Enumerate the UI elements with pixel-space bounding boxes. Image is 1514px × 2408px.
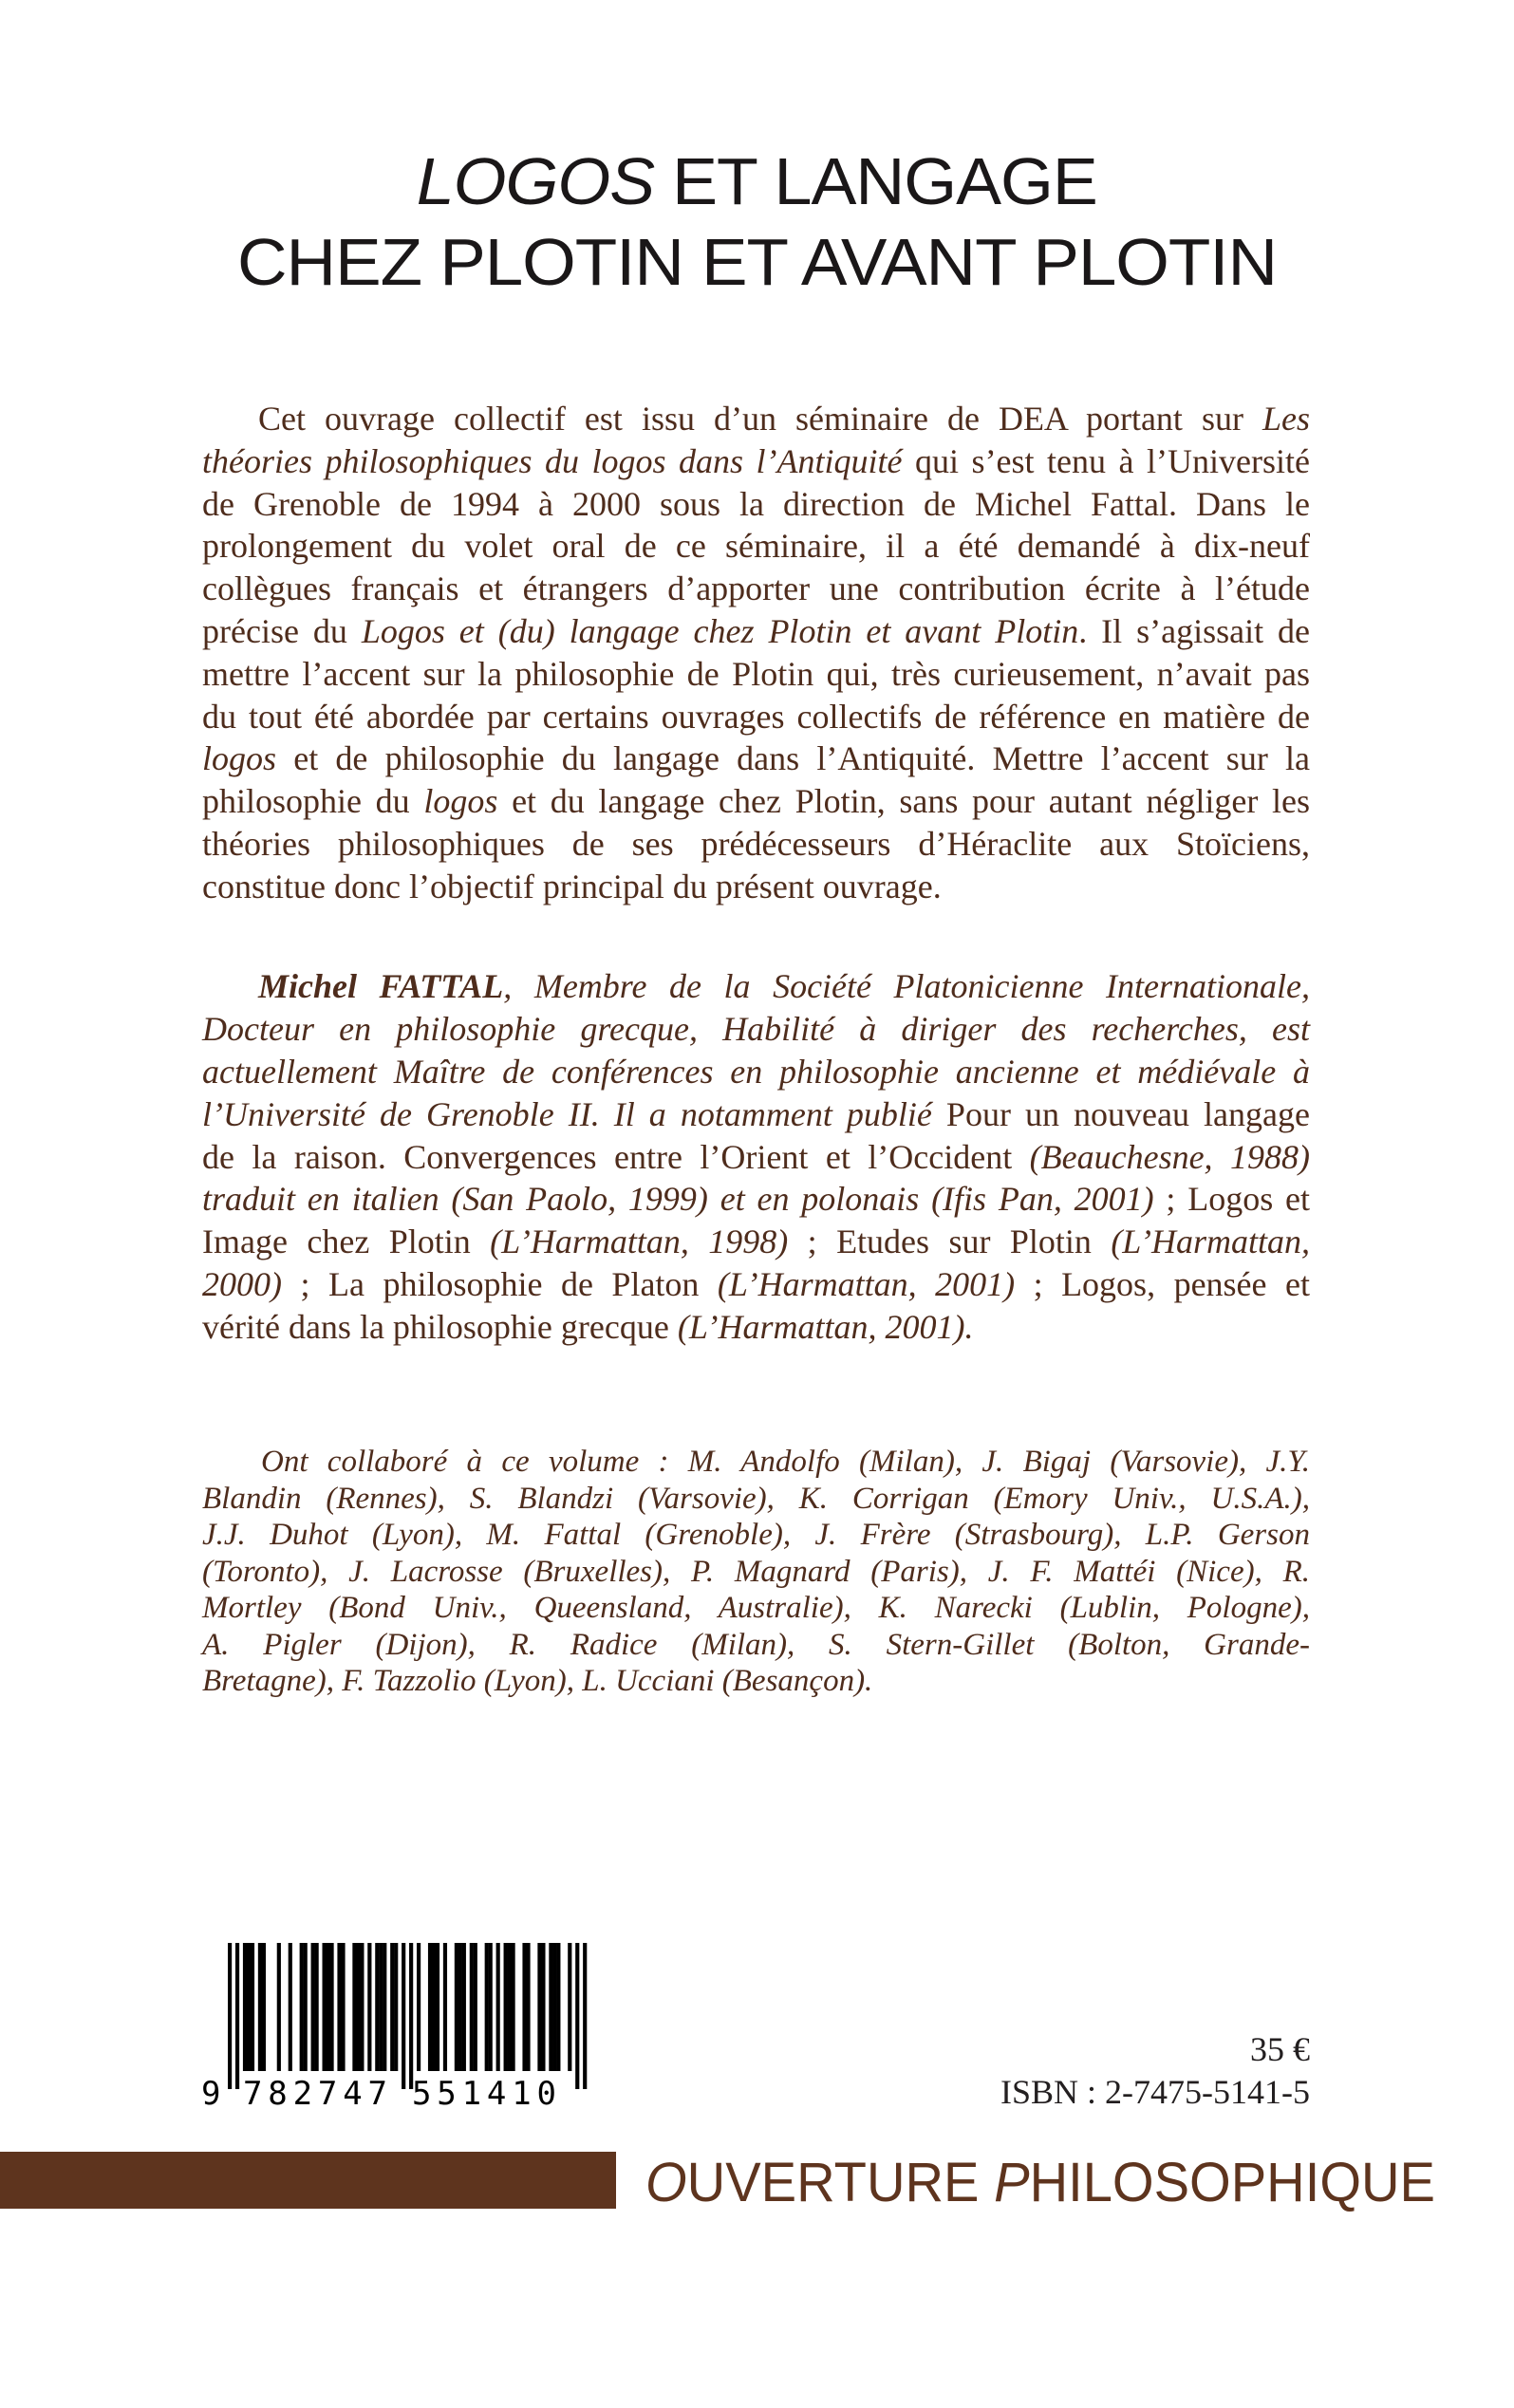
title-line-2 — [0, 225, 1514, 299]
barcode-bar — [375, 1943, 379, 2071]
barcode-bar — [512, 1943, 515, 2071]
barcode-bar — [455, 1943, 458, 2071]
text-line-content — [202, 1178, 1310, 1221]
text-line — [202, 1051, 1310, 1093]
barcode-bar — [329, 1943, 333, 2071]
text-line — [202, 1008, 1310, 1051]
text-line-content — [202, 1051, 1310, 1093]
barcode-bar — [402, 1943, 405, 2089]
barcode-bar — [458, 1943, 462, 2071]
isbn-barcode — [201, 1943, 590, 2109]
isbn-label: ISBN : 2-7475-5141-5 — [1000, 2073, 1310, 2111]
text-line-content — [202, 1306, 974, 1349]
text-line-content — [202, 1136, 1310, 1179]
text-line — [202, 1627, 1310, 1664]
text-segment: (L’Harmattan, — [1111, 1223, 1310, 1261]
author-bio-paragraph — [202, 965, 1310, 1349]
barcode-bar — [526, 1943, 530, 2071]
text-segment: du tout été abordée par certains ouvrages collectifs de référence en matière de — [202, 697, 1310, 736]
text-segment: 2000) — [202, 1265, 282, 1304]
text-line-content — [202, 1008, 1310, 1051]
text-segment: O — [645, 2152, 687, 2213]
barcode-bar — [496, 1943, 500, 2071]
barcode-graphic — [201, 1943, 590, 2109]
barcode-bar — [341, 1943, 345, 2071]
text-line-content — [202, 780, 1310, 823]
barcode-bar — [485, 1943, 489, 2071]
barcode-bar — [300, 1943, 304, 2071]
text-line-content — [202, 1554, 1310, 1591]
text-segment: P — [994, 2152, 1030, 2213]
text-segment: qui s’est tenu à l’Université — [902, 441, 1310, 480]
text-segment: actuellement Maître de conférences en philosophie ancienne et médiévale à — [202, 1052, 1310, 1091]
text-line-content — [261, 1444, 1310, 1481]
text-line-content — [202, 1590, 1310, 1627]
text-line — [202, 1221, 1310, 1263]
text-line — [202, 1093, 1310, 1136]
text-line-content — [202, 1663, 872, 1700]
text-segment: Docteur en philosophie grecque, Habilité à diriger des recherches, est — [202, 1009, 1310, 1048]
barcode-bar — [409, 1943, 413, 2089]
barcode-bar — [462, 1943, 466, 2071]
text-segment: ; Logos, pensée et — [1015, 1265, 1310, 1304]
text-segment: Blandin (Rennes), S. Blandzi (Varsovie), K. Corrigan (Emory Univ., U.S.A.), — [202, 1481, 1310, 1516]
barcode-bar — [289, 1943, 292, 2071]
text-segment: ; Logos et — [1153, 1180, 1310, 1219]
series-name-text — [645, 2152, 1435, 2213]
text-segment: Bretagne), F. Tazzolio (Lyon), L. Ucciani (Besançon). — [202, 1664, 873, 1698]
barcode-bar — [383, 1943, 386, 2071]
text-line-content — [202, 866, 942, 908]
barcode-bar — [552, 1943, 556, 2071]
barcode-bar — [549, 1943, 552, 2071]
barcode-bar — [243, 1943, 247, 2071]
barcode-bar — [390, 1943, 394, 2071]
text-line — [202, 866, 1310, 908]
barcode-bar — [311, 1943, 315, 2071]
text-segment: ET LANGAGE — [654, 144, 1097, 218]
barcode-bar — [235, 1943, 239, 2089]
text-line — [202, 398, 1310, 440]
price-label: 35 € — [1250, 2030, 1310, 2068]
text-line-content — [202, 653, 1310, 696]
barcode-bar — [568, 1943, 571, 2071]
text-segment: prolongement du volet oral de ce séminaire, il a été demandé à dix-neuf — [202, 527, 1310, 566]
barcode-bar — [522, 1943, 526, 2071]
text-segment: LOGOS — [417, 144, 655, 218]
text-line — [202, 1554, 1310, 1591]
barcode-bar — [428, 1943, 432, 2071]
text-segment: A. Pigler (Dijon), R. Radice (Milan), S. Stern-Gillet (Bolton, Grande- — [202, 1627, 1310, 1662]
text-segment: , Membre de la Société Platonicienne Internationale, — [503, 967, 1310, 1005]
text-segment: logos — [202, 739, 277, 778]
barcode-bar — [356, 1943, 360, 2071]
text-segment: (L’Harmattan, 1998) — [490, 1223, 789, 1261]
barcode-bar — [541, 1943, 545, 2071]
text-line — [202, 1306, 1310, 1349]
title-line-1 — [0, 144, 1514, 218]
text-line — [202, 696, 1310, 738]
text-line-content — [202, 1221, 1310, 1263]
text-line — [202, 1136, 1310, 1179]
text-line — [202, 823, 1310, 866]
barcode-bar — [575, 1943, 579, 2089]
barcode-bar — [337, 1943, 341, 2071]
barcode-bar — [436, 1943, 439, 2071]
barcode-digits-left: 782747 — [243, 2075, 387, 2109]
text-segment: collègues français et étrangers d’apporter une contribution écrite à l’étude — [202, 569, 1310, 608]
barcode-bar — [326, 1943, 329, 2071]
barcode-bar — [489, 1943, 493, 2071]
barcode-bar — [432, 1943, 436, 2071]
series-color-band — [0, 2152, 616, 2209]
text-line-content — [202, 525, 1310, 568]
text-segment: de Grenoble de 1994 à 2000 sous la direction de Michel Fattal. Dans le — [202, 484, 1310, 523]
text-segment: ; Etudes sur Plotin — [788, 1223, 1112, 1261]
text-segment: UVERTURE — [686, 2152, 995, 2213]
text-line — [202, 737, 1310, 780]
barcode-bar — [315, 1943, 319, 2071]
text-segment: J.J. Duhot (Lyon), M. Fattal (Grenoble), J. Frère (Strasbourg), L.P. Gerson — [202, 1518, 1310, 1552]
text-segment: et du langage chez Plotin, sans pour autant négliger les — [497, 782, 1310, 821]
text-line — [202, 965, 1310, 1008]
barcode-bar — [262, 1943, 266, 2071]
text-line — [202, 483, 1310, 526]
text-line-content — [202, 1627, 1310, 1664]
text-segment: et de philosophie du langage dans l’Antiquité. Mettre l’accent sur la — [276, 739, 1310, 778]
barcode-bar — [470, 1943, 474, 2071]
series-name — [645, 2152, 1461, 2213]
intro-paragraph — [202, 398, 1310, 908]
text-segment: mettre l’accent sur la philosophie de Plotin qui, très curieusement, n’avait pas — [202, 654, 1310, 693]
text-segment: l’Université de Grenoble II. Il a notamment publié — [202, 1094, 932, 1133]
text-line — [202, 568, 1310, 610]
text-segment: logos — [423, 782, 498, 821]
text-segment: Logos et (du) langage chez Plotin et avant Plotin — [361, 611, 1079, 650]
text-segment: Ont collaboré à ce volume : M. Andolfo (Milan), J. Bigaj (Varsovie), J.Y. — [261, 1445, 1310, 1479]
text-line-content — [202, 823, 1310, 866]
barcode-bar — [417, 1943, 421, 2071]
text-segment: ; La philosophie de Platon — [282, 1265, 718, 1304]
text-line — [202, 653, 1310, 696]
text-line-content — [258, 398, 1310, 440]
text-segment: (Toronto), J. Lacrosse (Bruxelles), P. Magnard (Paris), J. F. Mattéi (Nice), R. — [202, 1554, 1310, 1589]
text-line-content — [202, 1093, 1310, 1136]
text-segment: Pour un nouveau langage — [931, 1094, 1310, 1133]
text-segment: théories philosophiques du logos dans l’Antiquité — [202, 441, 903, 480]
barcode-bar — [474, 1943, 477, 2071]
text-segment: (L’Harmattan, 2001). — [677, 1308, 974, 1347]
text-segment: Mortley (Bond Univ., Queensland, Australie), K. Narecki (Lublin, Pologne), — [202, 1591, 1310, 1625]
text-segment: philosophie du — [202, 782, 424, 821]
text-line — [202, 1590, 1310, 1627]
text-segment: Les — [1262, 400, 1310, 438]
text-segment: Michel FATTAL — [258, 967, 504, 1005]
text-line — [202, 1178, 1310, 1221]
text-segment: théories philosophiques de ses prédécesseurs d’Héraclite aux Stoïciens, — [202, 824, 1310, 863]
barcode-bar — [323, 1943, 327, 2071]
text-segment: traduit en italien (San Paolo, 1999) et en polonais (Ifis Pan, 2001) — [202, 1180, 1154, 1219]
text-line — [202, 610, 1310, 653]
text-line — [202, 1263, 1310, 1306]
text-line-content — [258, 965, 1310, 1008]
barcode-bar — [228, 1943, 232, 2089]
text-line — [202, 1481, 1310, 1518]
text-line-content — [202, 1263, 1310, 1306]
barcode-bar — [360, 1943, 364, 2071]
text-line-content — [202, 440, 1310, 483]
text-line — [202, 780, 1310, 823]
barcode-bar — [258, 1943, 262, 2071]
barcode-bar — [379, 1943, 383, 2071]
contributors-paragraph — [202, 1444, 1310, 1700]
text-segment: Image chez Plotin — [202, 1223, 491, 1261]
barcode-bar — [443, 1943, 447, 2071]
barcode-bar — [247, 1943, 251, 2071]
text-line-content — [202, 610, 1310, 653]
text-segment: vérité dans la philosophie grecque — [202, 1308, 678, 1347]
barcode-bar — [537, 1943, 541, 2071]
title-line-1-text — [417, 144, 1097, 218]
text-line — [202, 1444, 1310, 1481]
text-line — [202, 440, 1310, 483]
text-segment: (Beauchesne, 1988) — [1029, 1137, 1310, 1176]
text-segment: constitue donc l’objectif principal du présent ouvrage. — [202, 867, 942, 905]
text-segment: . Il s’agissait de — [1078, 611, 1310, 650]
text-segment: CHEZ PLOTIN ET AVANT PLOTIN — [236, 225, 1277, 299]
text-segment: HILOSOPHIQUE — [1029, 2152, 1435, 2213]
text-segment: (L’Harmattan, 2001) — [717, 1265, 1016, 1304]
text-line — [202, 1663, 1310, 1700]
text-segment: de la raison. Convergences entre l’Orient et l’Occident — [202, 1137, 1030, 1176]
barcode-digits-right: 551410 — [412, 2075, 556, 2109]
title-line-2-text — [236, 225, 1277, 299]
barcode-bar — [394, 1943, 398, 2071]
barcode-bar — [277, 1943, 281, 2071]
text-line — [202, 1517, 1310, 1554]
barcode-bar — [504, 1943, 508, 2071]
text-line — [202, 525, 1310, 568]
text-line-content — [202, 1481, 1310, 1518]
text-segment: précise du — [202, 611, 362, 650]
barcode-bar — [304, 1943, 308, 2071]
text-line-content — [202, 483, 1310, 526]
barcode-digit-first: 9 — [201, 2075, 221, 2109]
text-line-content — [202, 1517, 1310, 1554]
text-line-content — [202, 568, 1310, 610]
text-line-content — [202, 696, 1310, 738]
text-line-content — [202, 737, 1310, 780]
barcode-bar — [352, 1943, 356, 2071]
barcode-bar — [251, 1943, 254, 2071]
text-segment: Cet ouvrage collectif est issu d’un séminaire de DEA portant sur — [258, 400, 1262, 438]
barcode-bar — [556, 1943, 560, 2071]
barcode-bar — [367, 1943, 371, 2071]
barcode-bar — [583, 1943, 587, 2089]
barcode-bar — [508, 1943, 512, 2071]
